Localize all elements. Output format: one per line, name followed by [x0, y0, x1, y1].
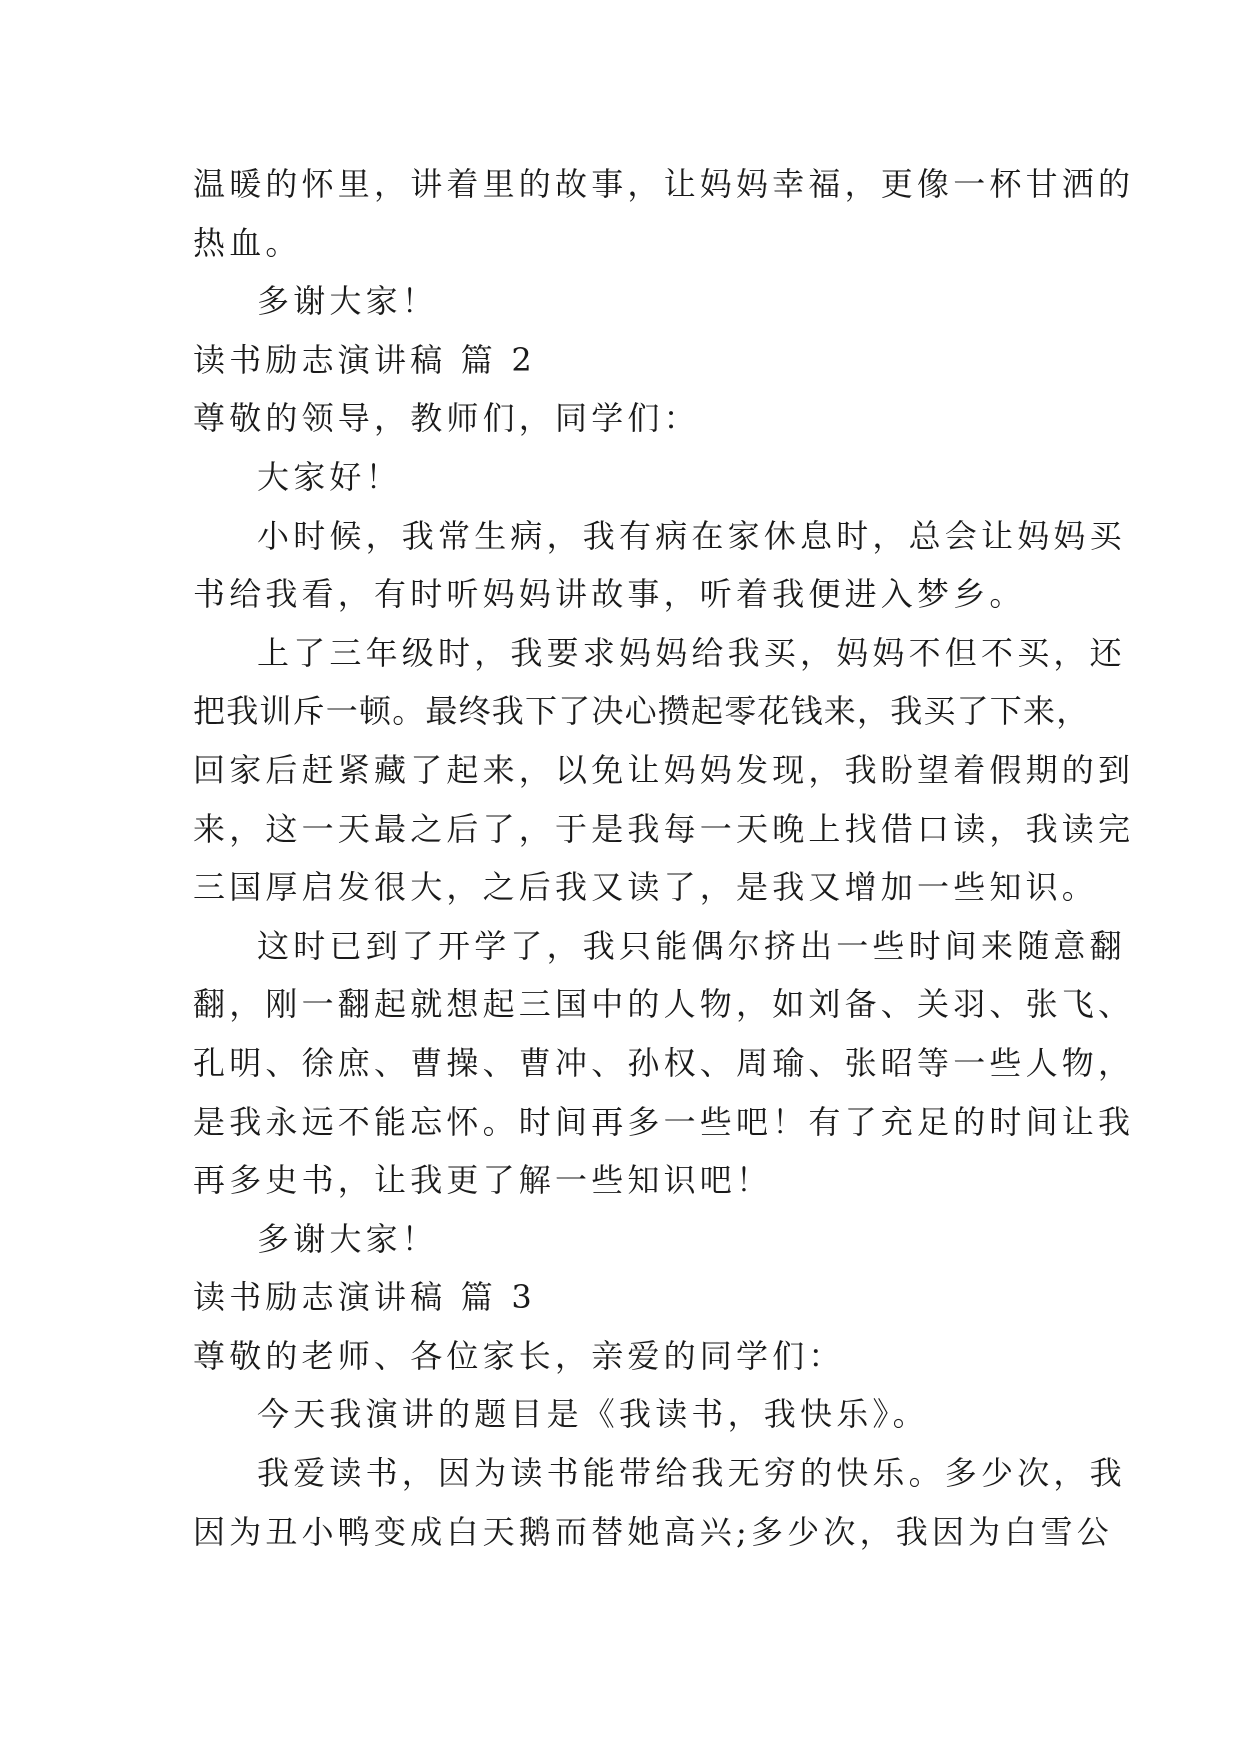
- text-line: 三国厚启发很大，之后我又读了，是我又增加一些知识。: [193, 868, 1099, 907]
- salutation: 尊敬的领导，教师们，同学们：: [193, 399, 700, 438]
- text-line: 我爱读书，因为读书能带给我无穷的快乐。多少次，我: [257, 1454, 1126, 1493]
- text-line: 把我训斥一顿。最终我下了决心攒起零花钱来，我买了下来，: [193, 692, 1090, 731]
- section-heading: 读书励志演讲稿 篇 2: [193, 340, 536, 379]
- text-line: 今天我演讲的题目是《我读书，我快乐》。: [257, 1395, 929, 1434]
- closing-line: 多谢大家！: [257, 282, 439, 321]
- text-line: 上了三年级时，我要求妈妈给我买，妈妈不但不买，还: [257, 633, 1126, 672]
- text-line: 热血。: [193, 223, 302, 262]
- text-line: 来，这一天最之后了，于是我每一天晚上找借口读，我读完: [193, 809, 1135, 848]
- section-heading: 读书励志演讲稿 篇 3: [193, 1278, 536, 1317]
- text-line: 回家后赶紧藏了起来，以免让妈妈发现，我盼望着假期的到: [193, 750, 1135, 789]
- text-line: 孔明、徐庶、曹操、曹冲、孙权、周瑜、张昭等一些人物，: [193, 1043, 1135, 1082]
- text-line: 翻，刚一翻起就想起三国中的人物，如刘备、关羽、张飞、: [193, 985, 1135, 1024]
- salutation: 尊敬的老师、各位家长，亲爱的同学们：: [193, 1336, 845, 1375]
- text-line: 温暖的怀里，讲着里的故事，让妈妈幸福，更像一杯甘洒的: [193, 165, 1135, 203]
- text-line: 是我永远不能忘怀。时间再多一些吧！有了充足的时间让我: [193, 1102, 1135, 1141]
- text-line: 因为丑小鸭变成白天鹅而替她高兴;多少次，我因为白雪公: [193, 1512, 1113, 1551]
- text-line: 再多史书，让我更了解一些知识吧！: [193, 1161, 773, 1200]
- text-line: 小时候，我常生病，我有病在家休息时，总会让妈妈买: [257, 516, 1126, 555]
- text-line: 这时已到了开学了，我只能偶尔挤出一些时间来随意翻: [257, 926, 1126, 965]
- text-line: 书给我看，有时听妈妈讲故事，听着我便进入梦乡。: [193, 575, 1026, 614]
- document-page: [193, 155, 1135, 1561]
- greeting: 大家好！: [257, 457, 402, 496]
- closing-line: 多谢大家！: [257, 1219, 439, 1258]
